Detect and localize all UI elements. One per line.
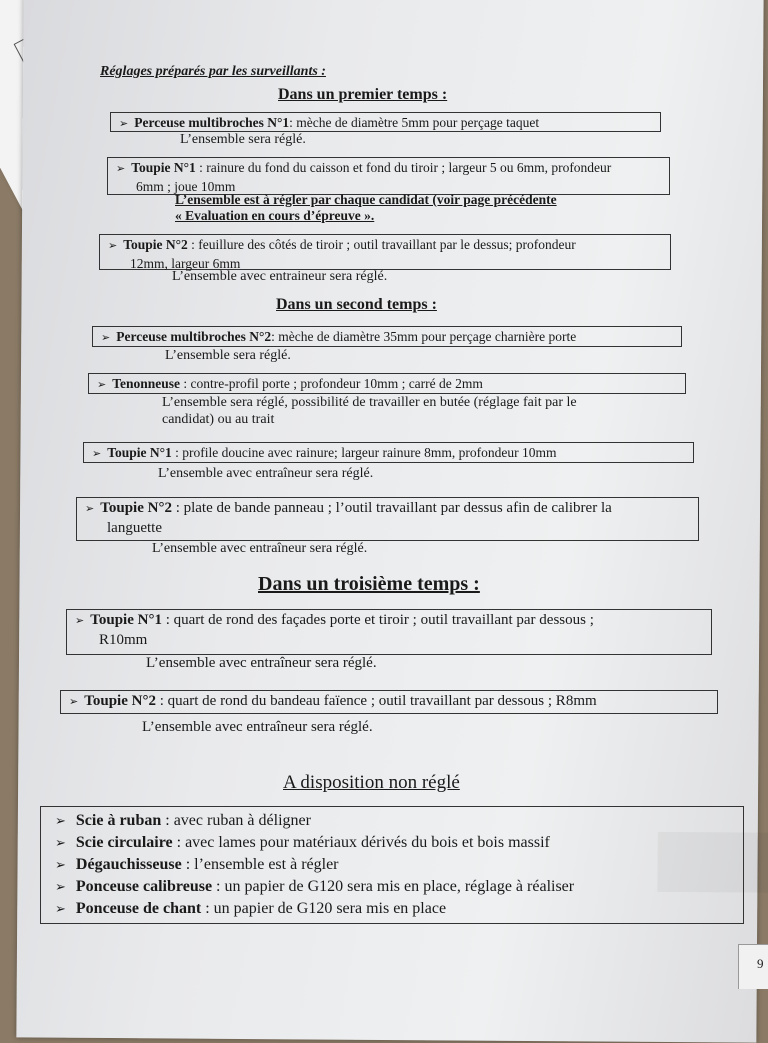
page-number: 9	[757, 956, 764, 971]
machine-description-cont: R10mm	[99, 632, 148, 648]
machine-description-cont: 6mm ; joue 10mm	[136, 179, 236, 194]
machine-description: : quart de rond du bandeau faïence ; outil travaillant par dessous ; R8mm	[159, 693, 597, 709]
bullet-arrow-icon: ➢	[119, 118, 129, 130]
machine-name: Ponceuse calibreuse	[75, 878, 213, 895]
machine-description: : un papier de G120 sera mis en place, réglage à réaliser	[216, 878, 575, 895]
machine-name: Toupie N°2	[84, 693, 156, 709]
machine-box	[88, 373, 686, 394]
setting-note: L’ensemble sera réglé.	[180, 132, 306, 147]
list-item	[55, 854, 733, 876]
machine-description: : rainure du fond du caisson et fond du tiroir ; largeur 5 ou 6mm, profondeur	[199, 160, 612, 175]
setting-note: L’ensemble avec entraîneur sera réglé.	[146, 655, 377, 671]
machine-box	[83, 442, 694, 463]
bullet-arrow-icon: ➢	[69, 696, 79, 708]
setting-note: L’ensemble avec entraîneur sera réglé.	[142, 719, 373, 735]
machine-description: : feuillure des côtés de tiroir ; outil travaillant par le dessus; profondeur	[191, 237, 576, 252]
machine-name: Tenonneuse	[112, 376, 180, 391]
setting-note-important: L’ensemble est à régler par chaque candidat (voir page précédente	[175, 192, 557, 207]
section-heading-second: Dans un second temps :	[276, 296, 437, 313]
available-machines-box	[40, 806, 744, 924]
page-title: Réglages préparés par les surveillants :	[100, 64, 326, 79]
machine-name: Toupie N°1	[90, 612, 162, 628]
machine-description: : avec ruban à déligner	[165, 812, 311, 829]
bullet-arrow-icon: ➢	[55, 901, 66, 916]
machine-name: Perceuse multibroches N°1	[134, 115, 290, 130]
list-item	[55, 810, 733, 832]
bullet-arrow-icon: ➢	[75, 615, 85, 627]
machine-box	[92, 326, 682, 347]
machine-box	[66, 609, 712, 655]
list-item	[55, 832, 733, 854]
machine-description: : mèche de diamètre 35mm pour perçage charnière porte	[271, 329, 577, 344]
bullet-arrow-icon: ➢	[97, 379, 107, 391]
machine-box	[76, 497, 699, 541]
bullet-arrow-icon: ➢	[55, 857, 66, 872]
setting-note: L’ensemble avec entraîneur sera réglé.	[152, 541, 368, 556]
bullet-arrow-icon: ➢	[116, 163, 126, 175]
machine-description: : avec lames pour matériaux dérivés du bois et bois massif	[176, 834, 550, 851]
machine-box	[99, 234, 671, 270]
machine-name: Toupie N°1	[107, 445, 172, 460]
machine-name: Toupie N°2	[123, 237, 188, 252]
machine-description: : quart de rond des façades porte et tiroir ; outil travaillant par dessous ;	[165, 612, 594, 628]
machine-name: Ponceuse de chant	[75, 900, 202, 917]
bullet-arrow-icon: ➢	[101, 332, 111, 344]
machine-box	[60, 690, 718, 714]
section-heading-third: Dans un troisième temps :	[258, 573, 480, 595]
setting-note: L’ensemble avec entraîneur sera réglé.	[158, 466, 374, 481]
machine-name: Scie circulaire	[75, 834, 173, 851]
setting-note: L’ensemble sera réglé, possibilité de travailler en butée (réglage fait par le	[162, 395, 577, 410]
page-number-tab	[738, 944, 768, 989]
machine-description: : mèche de diamètre 5mm pour perçage taquet	[289, 115, 540, 130]
machine-box	[107, 157, 670, 195]
machine-description: : un papier de G120 sera mis en place	[205, 900, 447, 917]
machine-name: Perceuse multibroches N°2	[116, 329, 272, 344]
machine-name: Scie à ruban	[75, 812, 162, 829]
setting-note: L’ensemble sera réglé.	[165, 348, 291, 363]
machine-name: Toupie N°2	[100, 500, 172, 516]
machine-description-cont: 12mm, largeur 6mm	[130, 256, 241, 271]
bullet-arrow-icon: ➢	[92, 448, 102, 460]
machine-description: : contre-profil porte ; profondeur 10mm ; carré de 2mm	[183, 376, 483, 391]
list-item	[55, 876, 733, 898]
bullet-arrow-icon: ➢	[55, 879, 66, 894]
machine-description: : profile doucine avec rainure; largeur rainure 8mm, profondeur 10mm	[175, 445, 557, 460]
machine-description: : l’ensemble est à régler	[185, 856, 339, 873]
setting-note: L’ensemble avec entraineur sera réglé.	[172, 269, 388, 284]
machine-name: Dégauchisseuse	[75, 856, 182, 873]
setting-note: candidat) ou au trait	[162, 412, 275, 427]
section-heading-available: A disposition non réglé	[283, 772, 460, 793]
bullet-arrow-icon: ➢	[108, 240, 118, 252]
list-item	[55, 898, 733, 920]
machine-description: : plate de bande panneau ; l’outil travaillant par dessus afin de calibrer la	[175, 500, 612, 516]
machine-name: Toupie N°1	[131, 160, 196, 175]
machine-description-cont: languette	[107, 520, 162, 536]
bullet-arrow-icon: ➢	[55, 835, 66, 850]
machine-box	[110, 112, 661, 132]
bullet-arrow-icon: ➢	[85, 503, 95, 515]
setting-note-important: « Evaluation en cours d’épreuve ».	[175, 208, 375, 223]
section-heading-first: Dans un premier temps :	[278, 86, 448, 103]
bullet-arrow-icon: ➢	[55, 813, 66, 828]
